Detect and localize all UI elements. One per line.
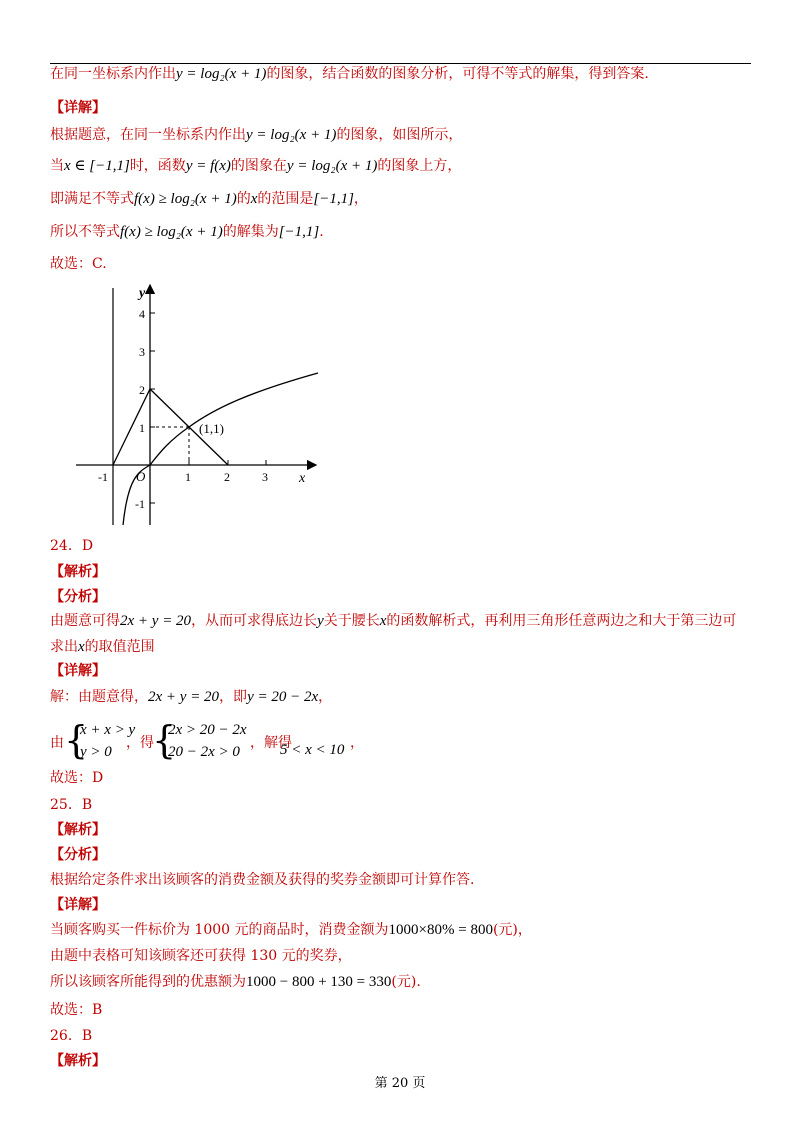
p1-text: 根据题意，在同一坐标系内作出	[50, 127, 246, 143]
answer-line: 故选：C.	[50, 256, 107, 272]
q25-answer: 故选：B	[50, 1002, 103, 1018]
q24-s3-math-1: 2x + y = 20	[148, 689, 220, 705]
q25-s4-math: 1000 − 800 + 130 = 330	[246, 974, 392, 990]
system-2-line-2: 20 − 2x > 0	[168, 744, 240, 760]
p2-text: 当	[50, 158, 64, 174]
x-tick-label-3: 3	[262, 470, 268, 484]
q24-s4-text-mid: ，得	[126, 735, 154, 751]
q26-analysis-heading: 【解析】	[50, 1053, 106, 1069]
x-tick-label-neg1: -1	[98, 470, 108, 484]
result-inequality: 5 < x < 10	[280, 742, 345, 758]
q25-number: 25．B	[50, 797, 93, 813]
system-2-line-1: 2x > 20 − 2x	[168, 722, 247, 738]
q25-sentence-3: 由题中表格可知该顾客还可获得 130 元的奖券，	[50, 948, 352, 964]
function-graph	[70, 278, 330, 528]
x-tick-label-1: 1	[185, 470, 191, 484]
q24-s3-text: 解：由题意得，	[50, 689, 148, 705]
intro-text: 在同一坐标系内作出	[50, 66, 176, 82]
page-footer: 第 20 页	[374, 1076, 426, 1091]
q24-s1-math-3: x	[379, 613, 387, 629]
q24-s1-text: 由题意可得	[50, 613, 120, 629]
p3-text-mid-2: 的范围是	[257, 191, 314, 207]
q24-answer: 故选：D	[50, 770, 104, 786]
p3-text: 即满足不等式	[50, 191, 134, 207]
q25-s2-math: 1000×80% = 800	[388, 922, 493, 938]
q25-s2-text: 当顾客购买一件标价为 1000 元的商品时，消费金额为	[50, 922, 389, 938]
p4-text-end: .	[319, 224, 324, 240]
p4-math-2: [−1,1]	[278, 224, 320, 240]
p4-text: 所以不等式	[50, 224, 120, 240]
p3-math-1: f(x) ≥ log₂(x + 1)	[134, 191, 237, 207]
q24-fenxi-heading: 【分析】	[50, 589, 106, 605]
q24-sentence-1	[50, 611, 736, 631]
q25-s2-text-end: (元)，	[492, 922, 532, 938]
paragraph-4	[50, 222, 324, 242]
paragraph-3	[50, 189, 368, 209]
q24-s4-text-end: ，	[350, 735, 364, 751]
q25-detail-heading: 【详解】	[50, 897, 106, 913]
x-axis-label: x	[299, 471, 306, 486]
q25-s4-text-end: (元).	[391, 974, 421, 990]
q24-system-row	[50, 718, 750, 766]
q25-s4-text: 所以该顾客所能得到的优惠额为	[50, 974, 246, 990]
p2-text-mid: 时，函数	[129, 158, 186, 174]
q24-s2-math: x	[78, 639, 85, 655]
q24-detail-heading: 【详解】	[50, 663, 106, 679]
q24-s2-text: 求出	[50, 639, 78, 655]
paragraph-2	[50, 156, 461, 176]
p3-math-3: [−1,1]	[313, 191, 354, 207]
left-brace-1: {	[64, 718, 89, 762]
origin-label: O	[136, 469, 146, 484]
p1-text-end: 的图象，如图所示，	[336, 127, 463, 143]
point-label: (1,1)	[199, 421, 224, 436]
q25-analysis-heading: 【解析】	[50, 822, 106, 838]
q24-s1-math-2: y	[317, 613, 324, 629]
q24-s1-math-1: 2x + y = 20	[120, 613, 192, 629]
detail-heading: 【详解】	[50, 100, 106, 116]
y-axis-label: y	[139, 286, 146, 301]
y-tick-label-2: 2	[139, 383, 145, 397]
x-tick-label-2: 2	[224, 470, 230, 484]
p2-math-1: x ∈ [−1,1]	[64, 158, 130, 174]
q24-s1-text-mid-2: 关于腰长	[323, 613, 380, 629]
p3-math-2: x	[250, 191, 258, 207]
q24-s4-text-mid-2: ，解得	[250, 735, 292, 751]
q25-sentence-4	[50, 972, 421, 992]
intro-math: y = log₂(x + 1)	[176, 66, 267, 82]
p3-text-end: ，	[353, 191, 368, 207]
y-tick-label-1: 1	[139, 421, 145, 435]
q25-sentence-1: 根据给定条件求出该顾客的消费金额及获得的奖券金额即可计算作答.	[50, 872, 475, 888]
q24-sentence-2	[50, 637, 155, 657]
y-tick-label-neg1: -1	[135, 497, 145, 511]
system-1-line-1: x + x > y	[80, 722, 136, 738]
p4-text-mid: 的解集为	[222, 224, 279, 240]
q24-s2-text-end: 的取值范围	[84, 639, 155, 655]
intro-line	[50, 64, 649, 84]
p4-math-1: f(x) ≥ log₂(x + 1)	[120, 224, 223, 240]
p2-math-2: y = f(x)	[185, 158, 231, 174]
q24-analysis-heading: 【解析】	[50, 564, 106, 580]
q25-sentence-2	[50, 920, 532, 940]
p2-text-mid-2: 的图象在	[230, 158, 287, 174]
q24-s3-text-end: ，	[318, 689, 333, 705]
paragraph-1	[50, 125, 462, 145]
q24-s1-text-end: 的函数解析式，再利用三角形任意两边之和大于第三边可	[386, 613, 737, 629]
y-tick-label-3: 3	[139, 345, 145, 359]
q24-s3-math-2: y = 20 − 2x	[247, 689, 319, 705]
q24-s3-text-mid: ，即	[219, 689, 248, 705]
intro-text-end: 的图象，结合函数的图象分析，可得不等式的解集，得到答案.	[266, 66, 649, 82]
q24-number: 24．D	[50, 538, 94, 554]
p2-text-end: 的图象上方，	[377, 158, 462, 174]
q25-fenxi-heading: 【分析】	[50, 847, 106, 863]
q24-s4-text: 由	[50, 735, 64, 751]
p2-math-3: y = log₂(x + 1)	[286, 158, 378, 174]
q26-number: 26．B	[50, 1028, 93, 1044]
system-1-line-2: y > 0	[80, 744, 112, 760]
y-tick-label-4: 4	[139, 307, 145, 321]
p1-math: y = log₂(x + 1)	[246, 127, 337, 143]
q24-s1-text-mid: ，从而可求得底边长	[191, 613, 318, 629]
p3-text-mid: 的	[236, 191, 251, 207]
left-brace-2: {	[152, 718, 177, 762]
q24-sentence-3	[50, 687, 332, 707]
log-curve	[123, 373, 318, 525]
